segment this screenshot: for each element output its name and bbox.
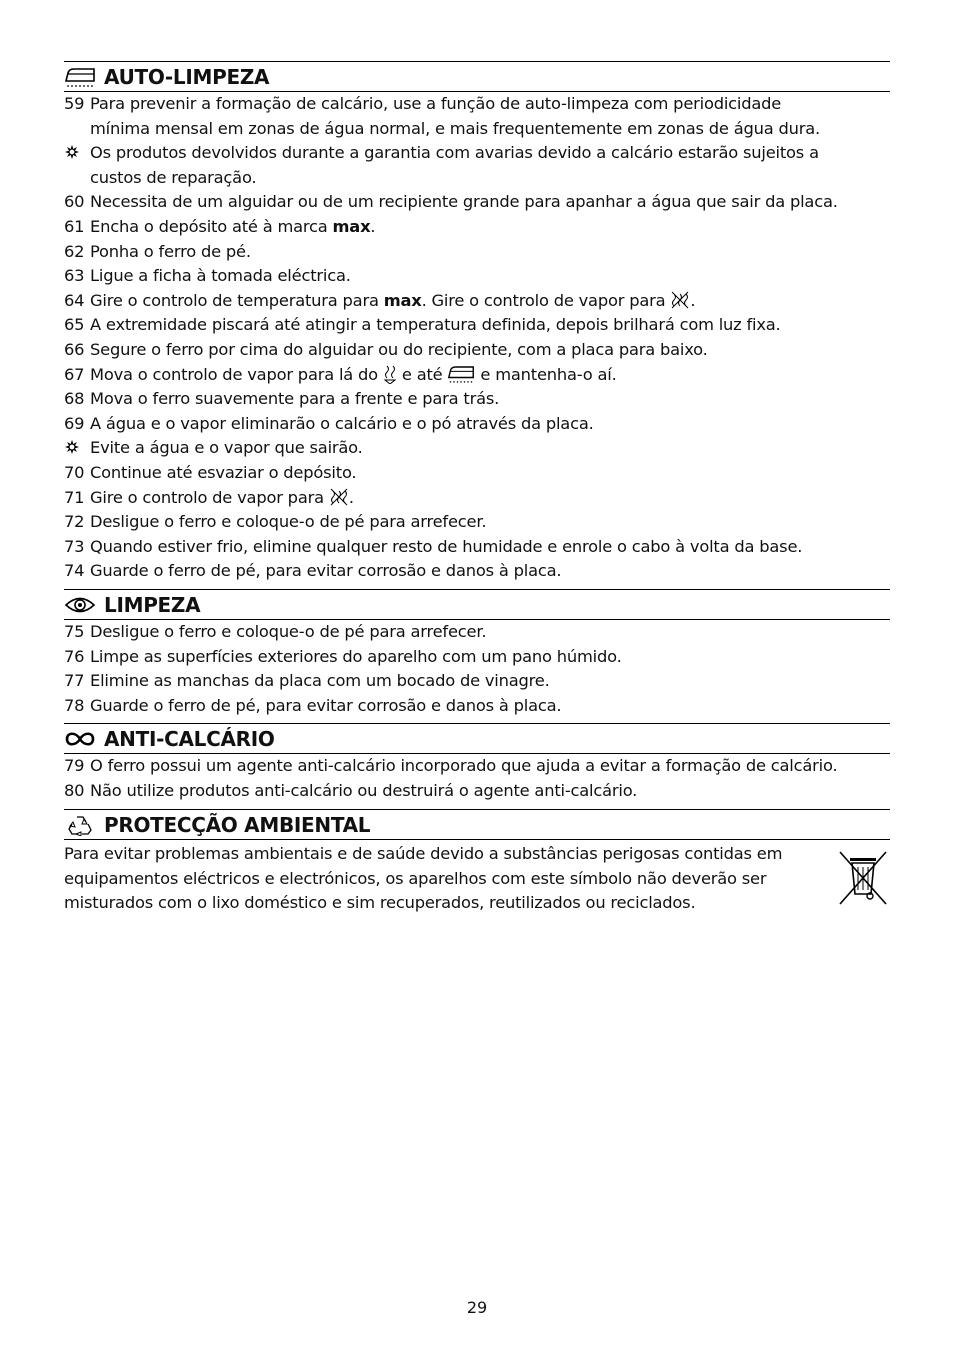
item-text: Guarde o ferro de pé, para evitar corrosão e danos à placa. <box>90 695 562 715</box>
list-item <box>64 338 890 363</box>
list-item <box>64 669 890 694</box>
text-segment: . <box>690 290 696 310</box>
paragraph-line <box>64 891 844 916</box>
paragraph-line <box>64 842 844 867</box>
item-text <box>90 215 890 240</box>
section-title: PROTECÇÃO AMBIENTAL <box>104 812 371 837</box>
warning-burst-icon <box>64 436 90 461</box>
item-number: 67 <box>64 364 85 384</box>
list-item <box>64 461 890 486</box>
item-text <box>90 289 890 314</box>
list-item <box>64 535 890 560</box>
item-number: 69 <box>64 413 85 433</box>
item-number: 72 <box>64 512 85 532</box>
item-text: O ferro possui um agente anti-calcário incorporado que ajuda a evitar a formação de calcário. <box>90 756 838 775</box>
section-header <box>64 589 890 620</box>
item-number: 62 <box>64 241 85 261</box>
item-text: mínima mensal em zonas de água normal, e mais frequentemente em zonas de água dura. <box>90 118 820 138</box>
item-text: Guarde o ferro de pé, para evitar corrosão e danos à placa. <box>90 561 562 581</box>
list-item <box>64 215 890 240</box>
item-text: Evite a água e o vapor que sairão. <box>90 438 363 458</box>
item-text: Desligue o ferro e coloque-o de pé para arrefecer. <box>90 512 487 532</box>
section-title: AUTO-LIMPEZA <box>104 64 270 89</box>
environment-paragraph <box>64 842 844 916</box>
section-anti-calcario <box>64 723 890 803</box>
list-item <box>64 486 890 511</box>
item-number: 66 <box>64 339 85 359</box>
item-text: A água e o vapor eliminarão o calcário e o pó através da placa. <box>90 413 594 433</box>
list-item <box>64 190 890 215</box>
recycle-icon <box>64 814 96 836</box>
list-item-continuation <box>64 117 890 142</box>
list-item <box>64 289 890 314</box>
bold-text: max <box>332 216 371 236</box>
warning-item <box>64 141 890 166</box>
instruction-list <box>64 92 890 584</box>
list-item-continuation <box>64 166 890 191</box>
warning-burst-icon <box>64 141 90 166</box>
item-text: Não utilize produtos anti-calcário ou destruirá o agente anti-calcário. <box>90 780 638 800</box>
item-number: 63 <box>64 266 85 286</box>
item-text: Continue até esvaziar o depósito. <box>90 462 357 482</box>
item-number: 60 <box>64 192 85 212</box>
item-number: 71 <box>64 487 85 507</box>
paragraph-line <box>64 867 844 892</box>
list-item <box>64 694 890 719</box>
text-segment: Gire o controlo de vapor para <box>90 487 329 507</box>
warning-item <box>64 436 890 461</box>
crossed-wheelie-bin-icon <box>836 850 890 906</box>
item-text: Ponha o ferro de pé. <box>90 241 251 261</box>
list-item <box>64 240 890 265</box>
item-number: 68 <box>64 389 85 409</box>
text-segment: Gire o controlo de temperatura para <box>90 290 384 310</box>
text-segment: Encha o depósito até à marca <box>90 216 333 236</box>
section-proteccao-ambiental <box>64 809 890 840</box>
eye-icon <box>64 594 96 616</box>
section-title: ANTI-CALCÁRIO <box>104 726 275 751</box>
item-text: Elimine as manchas da placa com um bocado de vinagre. <box>90 671 550 691</box>
section-auto-limpeza <box>64 61 890 584</box>
item-text: Ligue a ficha à tomada eléctrica. <box>90 266 351 286</box>
list-item <box>64 754 890 779</box>
list-item <box>64 559 890 584</box>
item-number: 59 <box>64 94 85 113</box>
item-number: 75 <box>64 622 85 641</box>
item-number: 76 <box>64 646 85 666</box>
item-number: 64 <box>64 290 85 310</box>
item-number: 78 <box>64 695 85 715</box>
list-item <box>64 313 890 338</box>
steam-icon <box>383 364 397 384</box>
item-number: 79 <box>64 756 85 775</box>
item-text: Para prevenir a formação de calcário, use a função de auto-limpeza com periodicidade <box>90 94 782 113</box>
infinity-icon <box>64 728 96 750</box>
item-text: Mova o ferro suavemente para a frente e para trás. <box>90 389 500 409</box>
section-header <box>64 809 890 840</box>
list-item <box>64 779 890 804</box>
item-number: 80 <box>64 780 85 800</box>
section-limpeza <box>64 589 890 718</box>
item-number: 77 <box>64 671 85 691</box>
iron-self-clean-icon <box>447 364 475 384</box>
bold-text: max <box>383 290 422 310</box>
list-item <box>64 264 890 289</box>
page-number: 29 <box>466 1298 488 1317</box>
item-text <box>90 363 890 388</box>
item-number: 70 <box>64 462 85 482</box>
paragraph-text: Para evitar problemas ambientais e de saúde devido a substâncias perigosas contidas em <box>64 844 783 863</box>
list-item <box>64 645 890 670</box>
instruction-list <box>64 754 890 803</box>
steam-off-icon <box>670 290 690 310</box>
section-header <box>64 723 890 754</box>
item-text: Segure o ferro por cima do alguidar ou do recipiente, com a placa para baixo. <box>90 339 708 359</box>
text-segment: . <box>370 216 376 236</box>
item-text: Necessita de um alguidar ou de um recipiente grande para apanhar a água que sair da placa. <box>90 192 838 212</box>
section-header <box>64 61 890 92</box>
item-number: 74 <box>64 561 85 581</box>
list-item <box>64 510 890 535</box>
iron-self-clean-icon <box>64 66 96 88</box>
paragraph-text: equipamentos eléctricos e electrónicos, os aparelhos com este símbolo não deverão ser <box>64 868 767 888</box>
instruction-list <box>64 620 890 718</box>
item-text: Os produtos devolvidos durante a garantia com avarias devido a calcário estarão sujeitos a <box>90 143 819 163</box>
item-text <box>90 486 890 511</box>
item-text: Limpe as superfícies exteriores do aparelho com um pano húmido. <box>90 646 622 666</box>
item-text: Desligue o ferro e coloque-o de pé para arrefecer. <box>90 622 487 641</box>
item-text: custos de reparação. <box>90 167 257 187</box>
paragraph-text: misturados com o lixo doméstico e sim recuperados, reutilizados ou reciclados. <box>64 893 696 913</box>
text-segment: e mantenha-o aí. <box>475 364 617 384</box>
text-segment: Mova o controlo de vapor para lá do <box>90 364 383 384</box>
list-item <box>64 363 890 388</box>
section-title: LIMPEZA <box>104 592 201 617</box>
text-segment: e até <box>396 364 448 384</box>
item-text: A extremidade piscará até atingir a temperatura definida, depois brilhará com luz fixa. <box>90 315 781 335</box>
list-item <box>64 620 890 645</box>
item-number: 73 <box>64 536 85 556</box>
list-item <box>64 92 890 117</box>
item-text: Quando estiver frio, elimine qualquer resto de humidade e enrole o cabo à volta da base. <box>90 536 803 556</box>
text-segment: . Gire o controlo de vapor para <box>421 290 671 310</box>
item-number: 61 <box>64 216 85 236</box>
list-item <box>64 387 890 412</box>
steam-off-icon <box>329 487 349 507</box>
item-number: 65 <box>64 315 85 335</box>
list-item <box>64 412 890 437</box>
text-segment: . <box>348 487 354 507</box>
